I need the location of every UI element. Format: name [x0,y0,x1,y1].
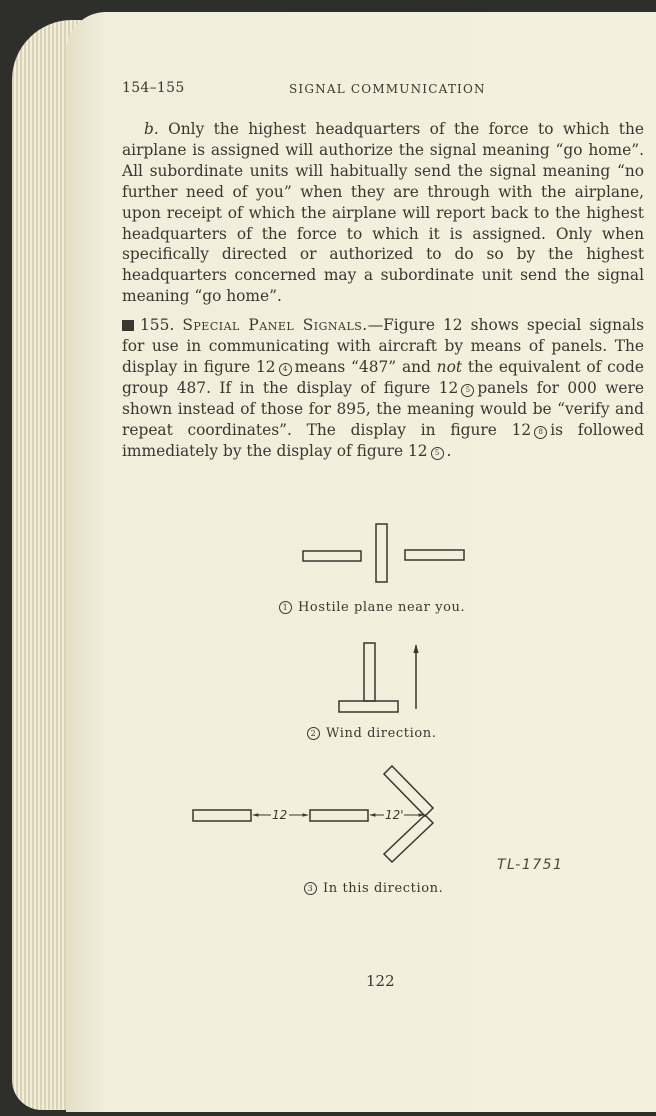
chevron-lower-panel [384,815,433,862]
panel-base [339,701,398,712]
paragraph-155-text-1: —Figure 12 shows special signals for use in communicating with aircraft by means of panels. The display in figure 12 [122,316,644,376]
page-number: 122 [366,972,395,990]
header-paragraph-range: 154–155 [122,80,185,96]
dimension-label-1: 12 [272,808,288,822]
figure-1-number: 1 [279,601,292,614]
circled-ref-4: 4 [279,363,292,376]
panel-right [405,550,464,560]
dimension-label-2: 12' [385,808,404,822]
figure-1-hostile-plane-panels [303,524,464,582]
circled-ref-5a: 5 [461,384,474,397]
header-running-title: SIGNAL COMMUNICATION [289,82,486,96]
panel-second [310,810,368,821]
panel-first [193,810,251,821]
panel-center-vertical [376,524,387,582]
figure-2-caption-text: Wind direction. [326,726,437,741]
paragraph-155-text-2: means “487” and [294,357,431,376]
figure-2-number: 2 [307,727,320,740]
figure-reference-code: TL-1751 [497,857,564,873]
paragraph-b-label: b. [144,120,159,138]
paragraph-155-text-5: is followed immediately by the display of figure 12 [122,420,644,460]
circled-ref-5b: 5 [431,447,444,460]
figure-3-number: 3 [304,882,317,895]
figure-3-caption [304,881,443,896]
panel-left [303,551,361,561]
figure-2-wind-direction-panels [339,643,416,712]
panel-stem [364,643,375,701]
circled-ref-8: 8 [534,426,547,439]
paragraph-155-text-4: panels for 000 were shown instead of those for 895, the meaning would be “verify and repeat coordinates”. The display in figure 12 [122,378,644,439]
figure-1-caption-text: Hostile plane near you. [298,600,466,615]
emphasis-not: not [436,357,463,376]
paragraph-b-text: Only the highest headquarters of the force to which the airplane is assigned will authorize the signal meaning “go home”. All subordinate units will habitually send the signal meaning “no further need of you” when they are through with the airplane, upon receipt of which the airplane will report back to the highest headquarters of the force to which it is assigned. Only when specifically directed or authorized to do so by the highest headquarters concerned may a subordinate unit send the signal meaning “go home”. [122,120,644,306]
figure-3-caption-text: In this direction. [323,881,444,896]
figure-2-caption [307,726,437,741]
paragraph-155-heading: Special Panel Signals. [182,316,368,335]
figure-1-caption [279,600,465,615]
paragraph-155-text-3: the equivalent of code group 487. If in the display of figure 12 [122,357,644,397]
paragraph-155-text-6: . [446,441,452,460]
paragraph-155-number: 155. [140,316,175,335]
